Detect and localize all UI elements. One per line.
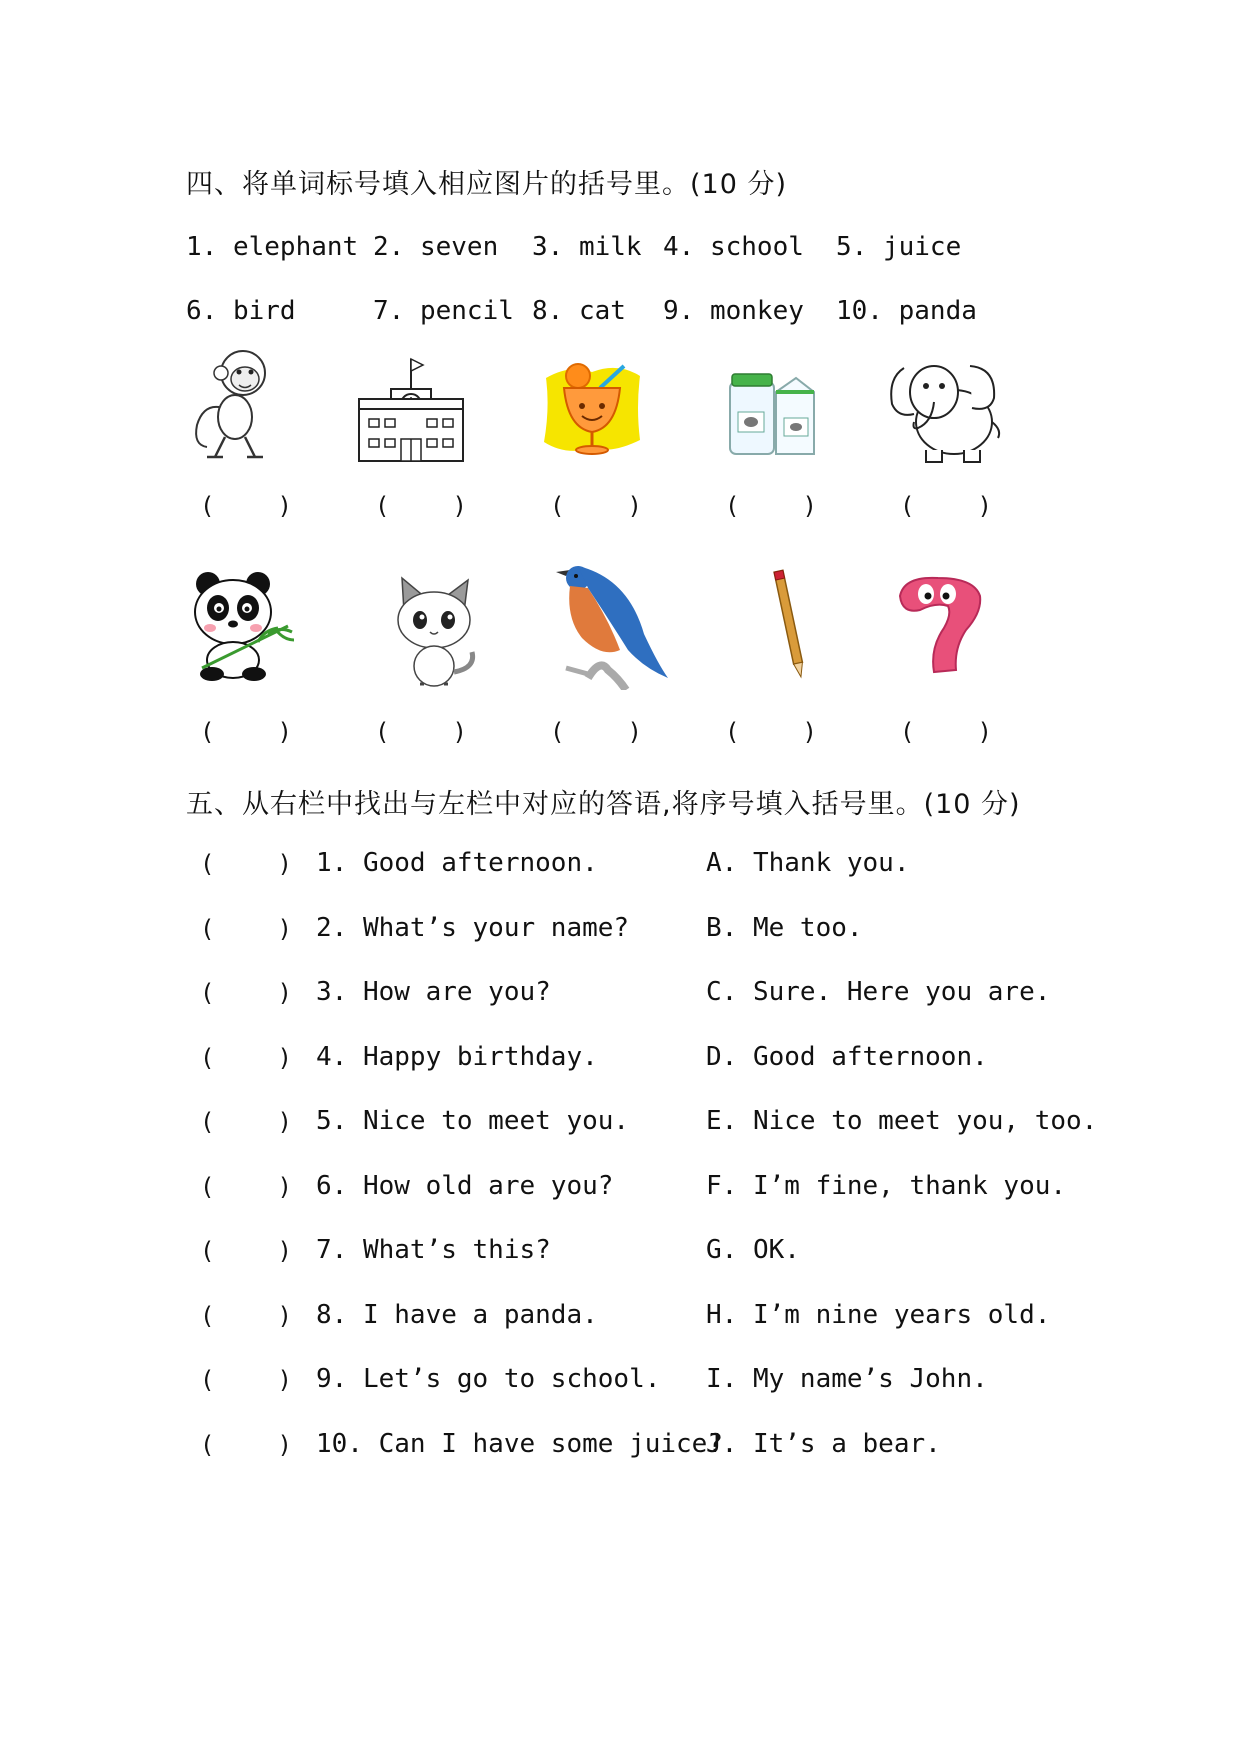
word-bank-item: 10. panda	[836, 296, 977, 326]
answer-parentheses[interactable]: ( )	[200, 718, 292, 746]
answer-option: B. Me too.	[706, 913, 863, 943]
answer-parentheses[interactable]: ( )	[200, 1237, 292, 1265]
answer-parentheses[interactable]: ( )	[200, 1044, 292, 1072]
answer-parentheses[interactable]: ( )	[200, 1366, 292, 1394]
answer-parentheses[interactable]: ( )	[550, 718, 642, 746]
word-bank-item: 1. elephant	[186, 232, 359, 262]
question-item: 7. What’s this?	[316, 1235, 551, 1265]
answer-parentheses[interactable]: ( )	[900, 492, 992, 520]
seven-picture	[890, 572, 988, 676]
answer-parentheses[interactable]: ( )	[550, 492, 642, 520]
monkey-picture	[183, 345, 279, 465]
answer-option: D. Good afternoon.	[706, 1042, 988, 1072]
word-bank-item: 2. seven	[373, 232, 499, 262]
answer-parentheses[interactable]: ( )	[200, 1173, 292, 1201]
word-bank-item: 7. pencil	[373, 296, 514, 326]
question-item: 4. Happy birthday.	[316, 1042, 598, 1072]
answer-parentheses[interactable]: ( )	[900, 718, 992, 746]
juice-picture	[540, 358, 645, 460]
answer-parentheses[interactable]: ( )	[725, 718, 817, 746]
answer-parentheses[interactable]: ( )	[375, 718, 467, 746]
answer-parentheses[interactable]: ( )	[200, 1108, 292, 1136]
answer-option: F. I’m fine, thank you.	[706, 1171, 1067, 1201]
question-item: 9. Let’s go to school.	[316, 1364, 661, 1394]
question-item: 1. Good afternoon.	[316, 848, 598, 878]
pencil-picture	[772, 566, 808, 680]
question-item: 6. How old are you?	[316, 1171, 614, 1201]
answer-parentheses[interactable]: ( )	[200, 492, 292, 520]
school-picture	[355, 355, 467, 465]
section5-title: 五、从右栏中找出与左栏中对应的答语,将序号填入括号里。(10 分)	[186, 789, 1021, 820]
answer-option: A. Thank you.	[706, 848, 910, 878]
question-item: 2. What’s your name?	[316, 913, 630, 943]
word-bank-item: 3. milk	[532, 232, 642, 262]
answer-parentheses[interactable]: ( )	[200, 1431, 292, 1459]
answer-parentheses[interactable]: ( )	[200, 915, 292, 943]
answer-parentheses[interactable]: ( )	[200, 1302, 292, 1330]
question-item: 8. I have a panda.	[316, 1300, 598, 1330]
word-bank-item: 9. monkey	[663, 296, 804, 326]
answer-option: H. I’m nine years old.	[706, 1300, 1051, 1330]
milk-picture	[724, 372, 818, 458]
elephant-picture	[884, 358, 1004, 466]
answer-option: I. My name’s John.	[706, 1364, 988, 1394]
section4-title: 四、将单词标号填入相应图片的括号里。(10 分)	[186, 169, 788, 200]
bird-picture	[548, 558, 674, 690]
panda-picture	[188, 570, 298, 682]
question-item: 10. Can I have some juice?	[316, 1429, 723, 1459]
word-bank-item: 5. juice	[836, 232, 962, 262]
answer-parentheses[interactable]: ( )	[725, 492, 817, 520]
word-bank-item: 4. school	[663, 232, 804, 262]
answer-option: G. OK.	[706, 1235, 800, 1265]
answer-option: J. It’s a bear.	[706, 1429, 941, 1459]
word-bank-item: 8. cat	[532, 296, 626, 326]
answer-parentheses[interactable]: ( )	[375, 492, 467, 520]
question-item: 5. Nice to meet you.	[316, 1106, 630, 1136]
question-item: 3. How are you?	[316, 977, 551, 1007]
answer-parentheses[interactable]: ( )	[200, 850, 292, 878]
word-bank-item: 6. bird	[186, 296, 296, 326]
answer-option: C. Sure. Here you are.	[706, 977, 1051, 1007]
answer-parentheses[interactable]: ( )	[200, 979, 292, 1007]
cat-picture	[384, 572, 484, 690]
answer-option: E. Nice to meet you, too.	[706, 1106, 1098, 1136]
